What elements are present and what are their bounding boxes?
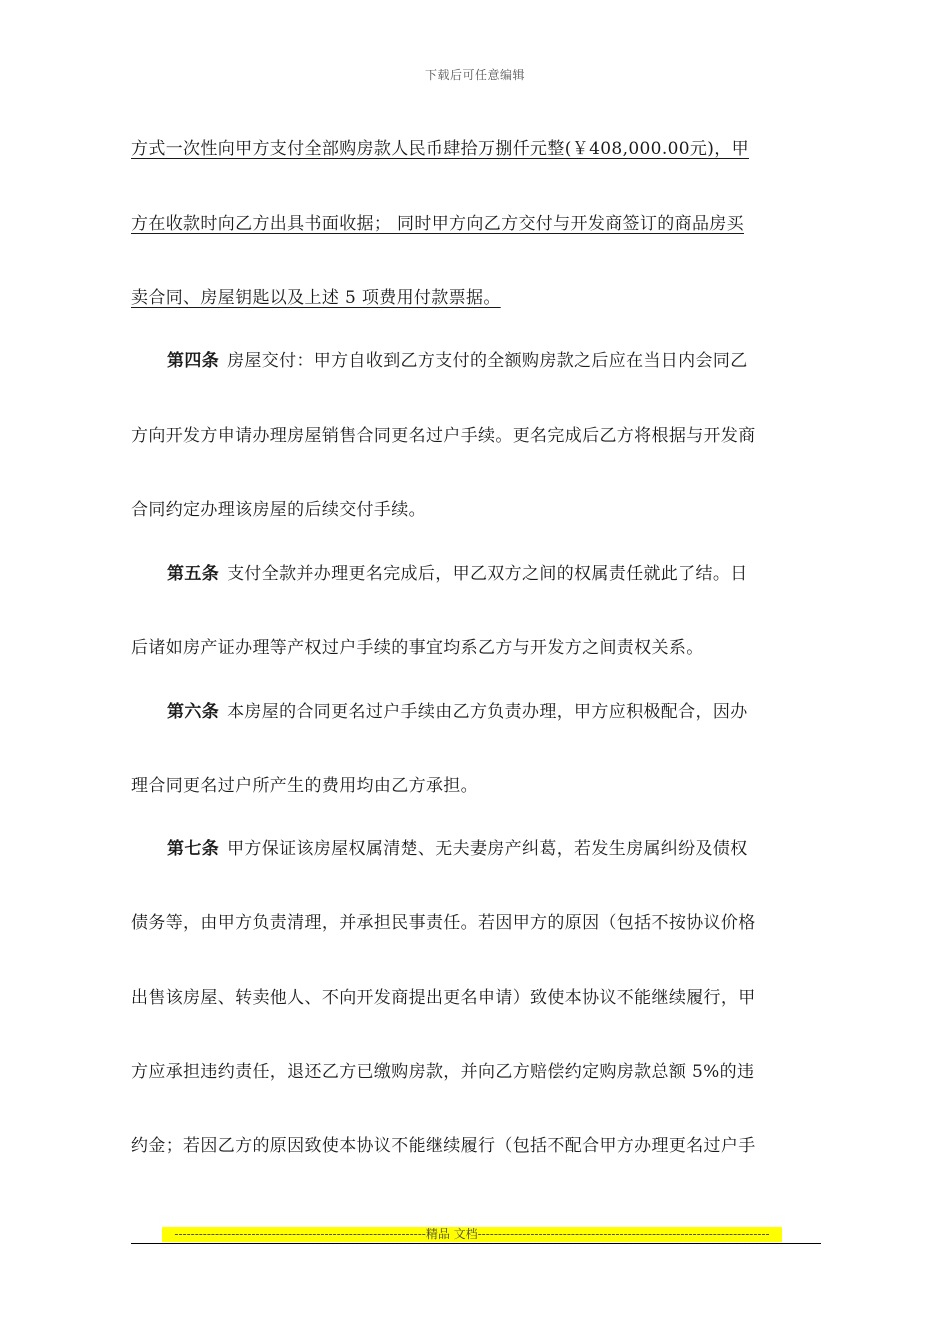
article-6-text: 本房屋的合同更名过户手续由乙方负责办理，甲方应积极配合，因办 — [227, 702, 748, 722]
article-4-line-2: 方向开发方申请办理房屋销售合同更名过户手续。更名完成后乙方将根据与开发商 — [131, 426, 756, 446]
article-5-text: 支付全款并办理更名完成后，甲乙双方之间的权属责任就此了结。日 — [227, 564, 748, 584]
article-7-heading: 第七条 — [167, 839, 220, 859]
article-4-heading: 第四条 — [167, 351, 220, 371]
page-footer: --------------------------------------------------------------精品 文档------------------------------------------------------------------------ — [162, 1227, 782, 1242]
p1-line-1: 方式一次性向甲方支付全部购房款人民币肆拾万捌仟元整(￥408,000.00元)，甲 — [131, 139, 749, 159]
article-5-line-2: 后诸如房产证办理等产权过户手续的事宜均系乙方与开发方之间责权关系。 — [131, 638, 704, 658]
article-4-line-1 — [167, 350, 857, 372]
article-7-line-1 — [167, 838, 857, 860]
p1-line-3: 卖合同、房屋钥匙以及上述 5 项费用付款票据。 — [131, 288, 501, 308]
article-6-line-2: 理合同更名过户所产生的费用均由乙方承担。 — [131, 776, 478, 796]
p1-line-2: 方在收款时向乙方出具书面收据； 同时甲方向乙方交付与开发商签订的商品房买 — [131, 214, 745, 234]
article-7-line-5: 约金；若因乙方的原因致使本协议不能继续履行（包括不配合甲方办理更名过户手 — [131, 1136, 756, 1156]
article-4-line-3: 合同约定办理该房屋的后续交付手续。 — [131, 500, 426, 520]
page-header: 下载后可任意编辑 — [424, 68, 525, 82]
article-6-heading: 第六条 — [167, 702, 220, 722]
article-5-line-1 — [167, 563, 857, 585]
article-6-line-1 — [167, 701, 857, 723]
article-7-line-4: 方应承担违约责任，退还乙方已缴购房款，并向乙方赔偿约定购房款总额 5%的违 — [131, 1062, 755, 1082]
footer-divider — [131, 1243, 821, 1244]
article-7-line-2: 债务等，由甲方负责清理，并承担民事责任。若因甲方的原因（包括不按协议价格 — [131, 913, 756, 933]
article-5-heading: 第五条 — [167, 564, 220, 584]
article-4-text: 房屋交付：甲方自收到乙方支付的全额购房款之后应在当日内会同乙 — [227, 351, 748, 371]
article-7-text: 甲方保证该房屋权属清楚、无夫妻房产纠葛，若发生房属纠纷及债权 — [227, 839, 748, 859]
article-7-line-3: 出售该房屋、转卖他人、不向开发商提出更名申请）致使本协议不能继续履行，甲 — [131, 988, 756, 1008]
